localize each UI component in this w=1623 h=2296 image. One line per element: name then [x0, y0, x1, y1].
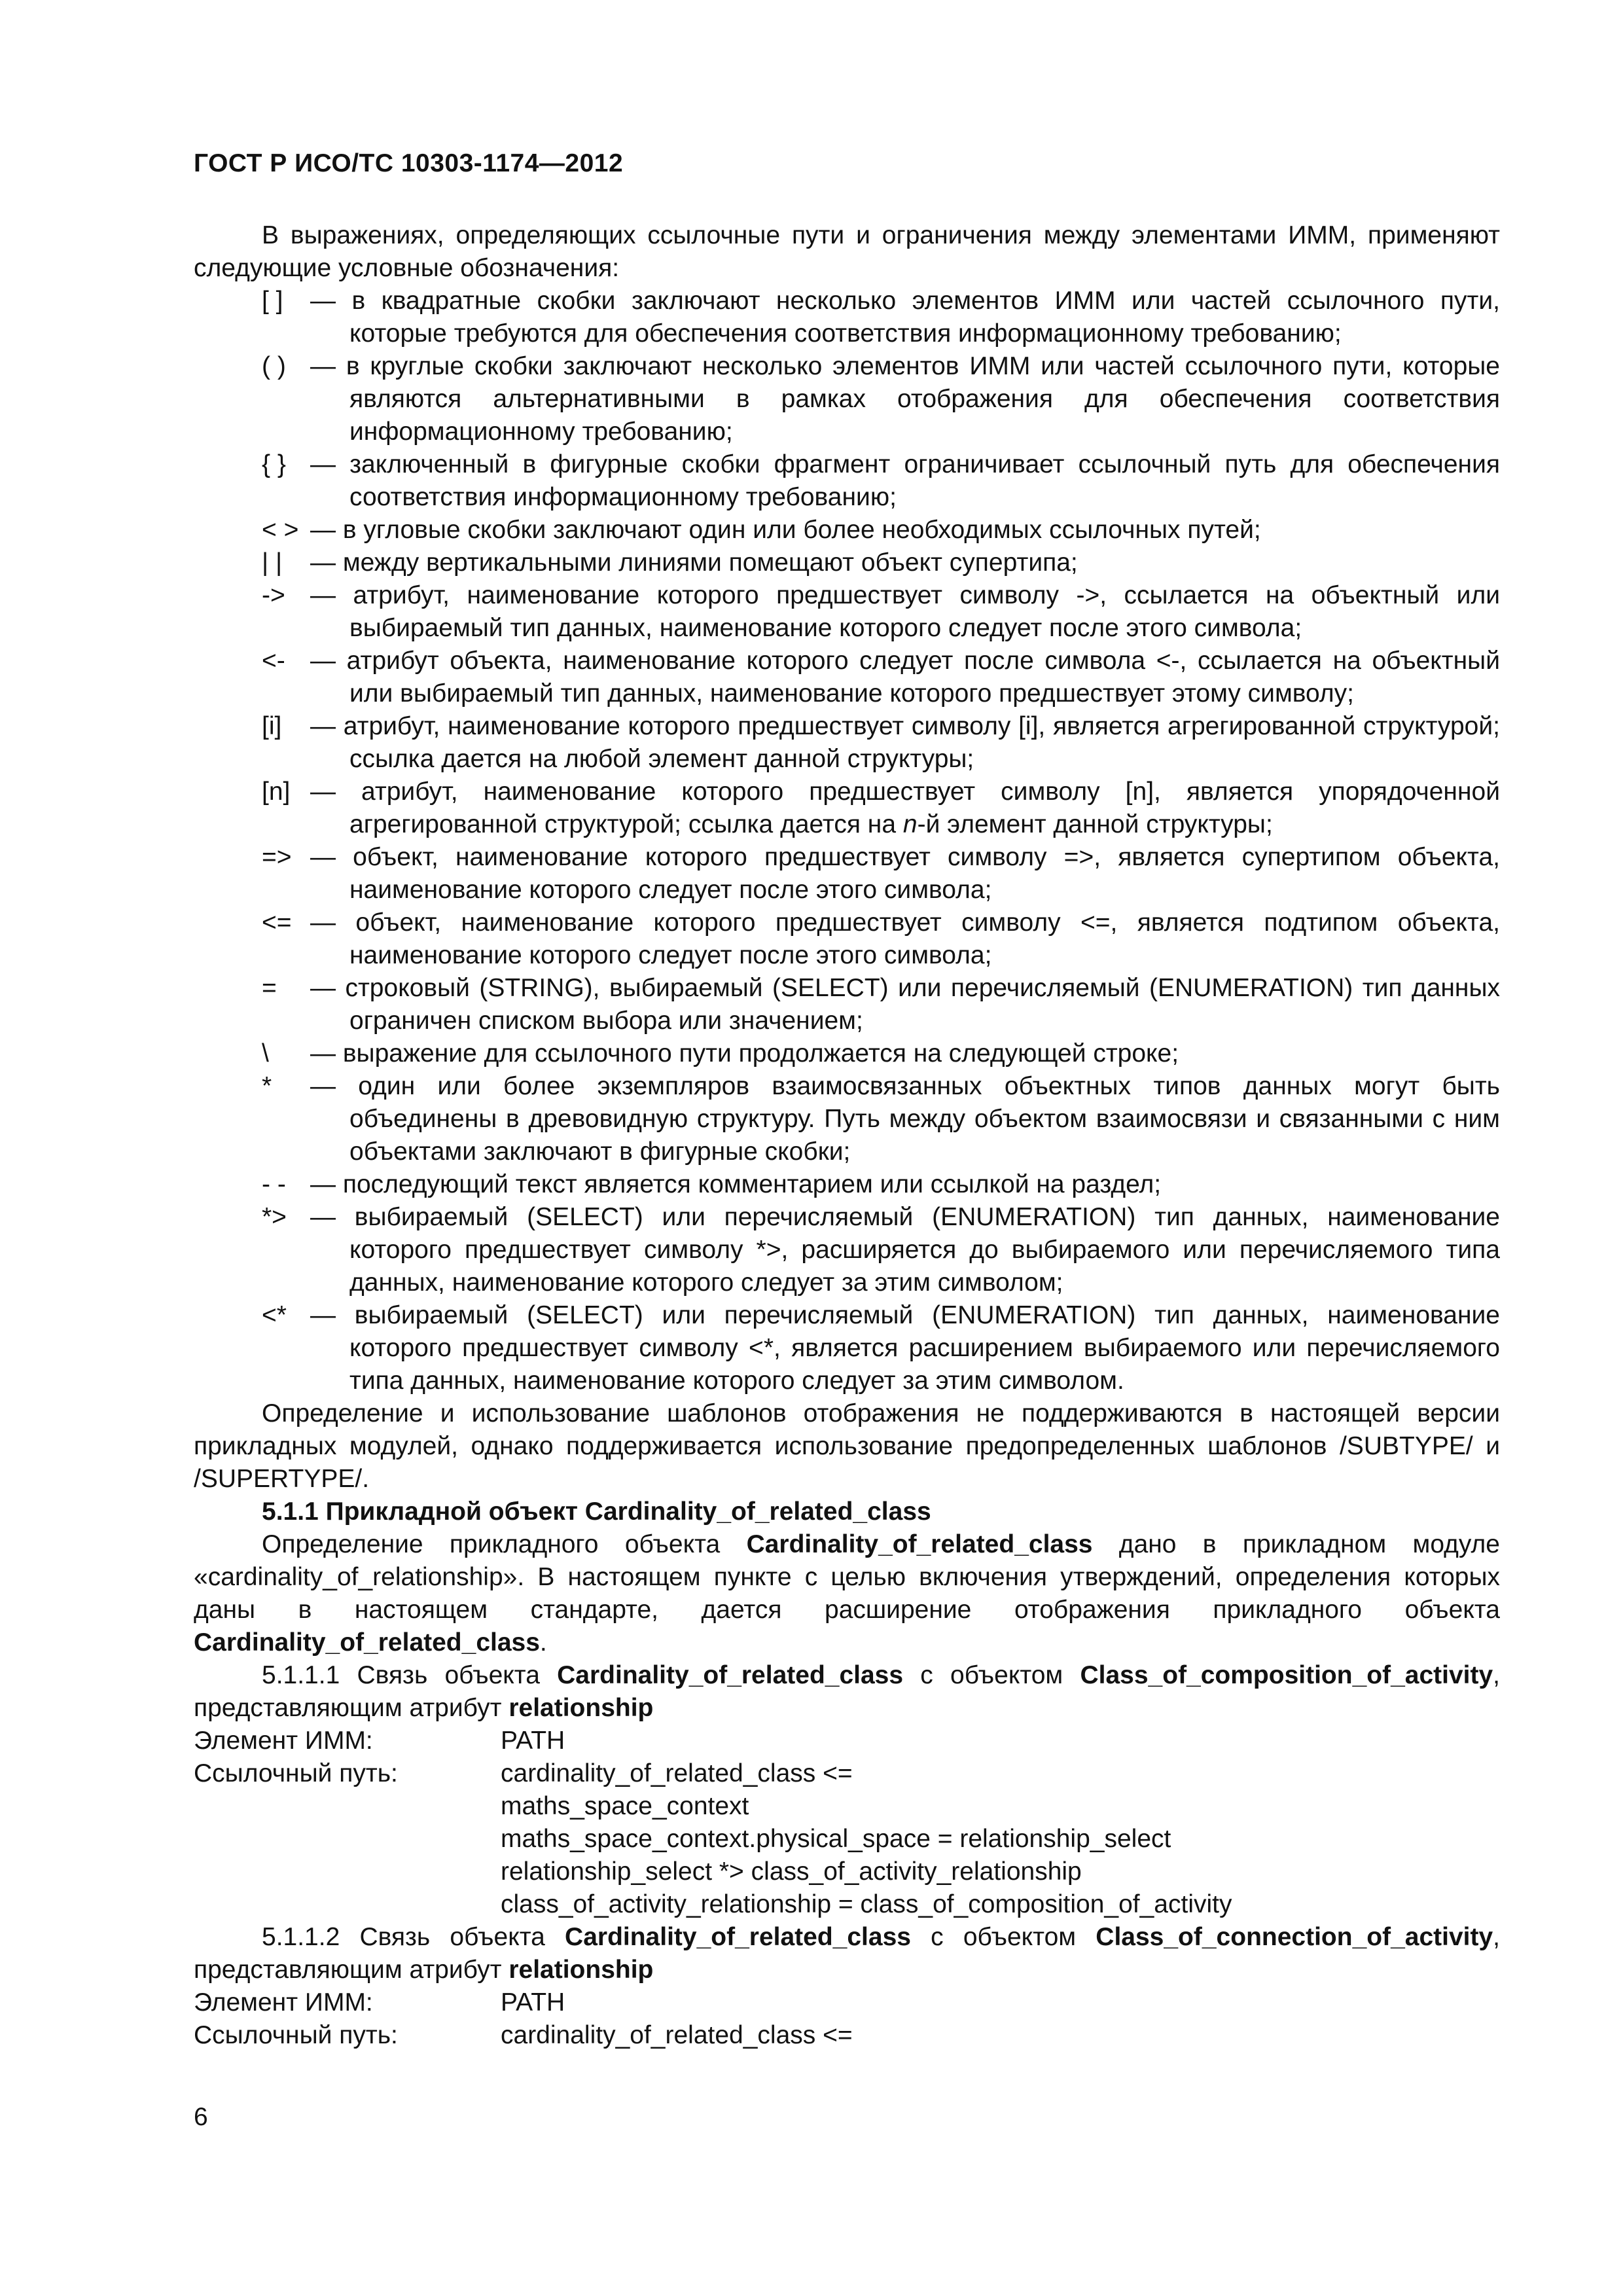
reference-path-line: class_of_activity_relationship = class_of_composition_of_activity: [501, 1890, 1232, 1918]
desc-text: -й элемент данной структуры;: [917, 810, 1273, 838]
symbol-list: [194, 285, 1500, 1397]
symbol: =>: [262, 843, 292, 871]
document-header: ГОСТ Р ИСО/ТС 10303-1174—2012: [194, 149, 624, 177]
symbol-row: [262, 776, 1500, 841]
symbol-row: [262, 350, 1500, 448]
object-name: Cardinality_of_related_class: [194, 1628, 540, 1657]
symbol: *>: [262, 1203, 287, 1231]
imm-element-value: PATH: [501, 1727, 565, 1755]
symbol-description: — выбираемый (SELECT) или перечисляемый (ENUMERATION) тип данных, наименование которого предшествует символу *>, расширяется до выбираемого или перечисляемого типа данных, наименование которого следует за этим символом;: [310, 1203, 1500, 1297]
symbol: <*: [262, 1301, 287, 1329]
symbol: ( ): [262, 352, 286, 380]
symbol: < >: [262, 516, 299, 544]
section-heading: 5.1.1 Прикладной объект Cardinality_of_related_class: [262, 1498, 931, 1526]
text-span: , представляющим атрибут: [194, 1661, 1501, 1722]
symbol-description: [310, 776, 1500, 841]
imm-element-label: Элемент ИММ:: [194, 1988, 373, 2017]
attribute-name: relationship: [508, 1956, 654, 1984]
intro-paragraph: В выражениях, определяющих ссылочные пути и ограничения между элементами ИММ, применяют следующие условные обозначения:: [194, 221, 1500, 282]
section-paragraph: [194, 1528, 1500, 1659]
symbol-row: [262, 710, 1500, 776]
templates-paragraph: Определение и использование шаблонов отображения не поддерживаются в настоящей версии прикладных модулей, однако поддерживается использование предопределенных шаблонов /SUBTYPE/ и /SUPERTYPE/.: [194, 1399, 1500, 1493]
symbol: [ ]: [262, 287, 283, 315]
symbol: *: [262, 1072, 272, 1100]
symbol-description: — в круглые скобки заключают несколько элементов ИММ или частей ссылочного пути, которые являются альтернативными в рамках отображения для обеспечения соответствия информационному требованию;: [310, 352, 1500, 446]
object-name: Class_of_connection_of_activity: [1096, 1923, 1493, 1951]
symbol-description: — выбираемый (SELECT) или перечисляемый (ENUMERATION) тип данных, наименование которого предшествует символу <*, является расширением выбираемого или перечисляемого типа данных, наименование которого следует за этим символом.: [310, 1301, 1500, 1395]
imm-element-label: Элемент ИММ:: [194, 1727, 373, 1755]
text-span: 5.1.1.2 Связь объекта: [262, 1923, 565, 1951]
symbol-description: — объект, наименование которого предшествует символу =>, является супертипом объекта, наименование которого следует после этого символа;: [310, 843, 1500, 904]
reference-path-row: [194, 2019, 1500, 2052]
symbol: - -: [262, 1170, 286, 1198]
text-span: Определение прикладного объекта: [262, 1530, 747, 1558]
symbol-row: [262, 547, 1500, 579]
symbol-row: [262, 579, 1500, 645]
symbol-row: [262, 1168, 1500, 1201]
text-span: .: [539, 1628, 547, 1657]
reference-path-line: cardinality_of_related_class <=: [501, 1759, 853, 1787]
symbol-description: — строковый (STRING), выбираемый (SELECT) или перечисляемый (ENUMERATION) тип данных ограничен списком выбора или значением;: [310, 974, 1500, 1035]
text-span: дано в прикладном модуле «cardinality_of_relationship». В настоящем пункте с целью включения утверждений, определения которых даны в настоящем стандарте, дается расширение отображения прикладного объекта: [194, 1530, 1501, 1624]
reference-path-label: Ссылочный путь:: [194, 2021, 398, 2049]
symbol-description: — атрибут, наименование которого предшествует символу [i], является агрегированной структурой; ссылка дается на любой элемент данной структуры;: [310, 712, 1500, 773]
symbol-row: [262, 1037, 1500, 1070]
text-span: , представляющим атрибут: [194, 1923, 1501, 1984]
text-span: с объектом: [903, 1661, 1080, 1689]
symbol-row: [262, 1299, 1500, 1397]
symbol-row: [262, 972, 1500, 1037]
object-name: Cardinality_of_related_class: [746, 1530, 1093, 1558]
symbol: =: [262, 974, 277, 1002]
desc-text: — атрибут, наименование которого предшествует символу [n], является упорядоченной агрегированной структурой; ссылка дается на: [310, 778, 1500, 838]
reference-path-line: cardinality_of_related_class <=: [501, 2021, 853, 2049]
imm-element-value: PATH: [501, 1988, 565, 2017]
symbol: { }: [262, 450, 286, 478]
symbol-description: — атрибут объекта, наименование которого следует после символа <-, ссылается на объектный или выбираемый тип данных, наименование которого предшествует этому символу;: [310, 647, 1500, 708]
reference-path-line: maths_space_context: [501, 1792, 749, 1820]
symbol-description: — объект, наименование которого предшествует символу <=, является подтипом объекта, наименование которого следует после этого символа;: [310, 908, 1500, 969]
symbol-description: — атрибут, наименование которого предшествует символу ->, ссылается на объектный или выбираемый тип данных, наименование которого следует после этого символа;: [310, 581, 1500, 642]
symbol-description: — заключенный в фигурные скобки фрагмент ограничивает ссылочный путь для обеспечения соответствия информационному требованию;: [310, 450, 1500, 511]
symbol-row: [262, 1201, 1500, 1299]
imm-element-row: [194, 1986, 1500, 2019]
symbol-description: — один или более экземпляров взаимосвязанных объектных типов данных могут быть объединены в древовидную структуру. Путь между объектом взаимосвязи и связанными с ним объектами заключают в фигурные скобки;: [310, 1072, 1500, 1166]
symbol-row: [262, 1070, 1500, 1168]
text-span: 5.1.1.1 Связь объекта: [262, 1661, 558, 1689]
symbol: [i]: [262, 712, 282, 740]
symbol-row: [262, 514, 1500, 547]
symbol-description: — между вертикальными линиями помещают объект супертипа;: [310, 548, 1078, 577]
symbol: <=: [262, 908, 292, 937]
symbol-row: [262, 285, 1500, 350]
desc-italic: n: [902, 810, 918, 838]
object-name: Cardinality_of_related_class: [565, 1923, 911, 1951]
reference-path-row: [194, 1757, 1500, 1790]
symbol: ->: [262, 581, 285, 609]
document-body: [194, 219, 1500, 2052]
symbol-row: [262, 841, 1500, 906]
symbol-row: [262, 448, 1500, 514]
page-number: 6: [194, 2103, 208, 2131]
symbol-description: — последующий текст является комментарием или ссылкой на раздел;: [310, 1170, 1162, 1198]
symbol-description: — выражение для ссылочного пути продолжается на следующей строке;: [310, 1039, 1179, 1067]
symbol-description: — в угловые скобки заключают один или более необходимых ссылочных путей;: [310, 516, 1261, 544]
symbol-description: — в квадратные скобки заключают несколько элементов ИММ или частей ссылочного пути, которые требуются для обеспечения соответствия информационному требованию;: [310, 287, 1500, 348]
clause-5112-title: [194, 1921, 1500, 1986]
object-name: Cardinality_of_related_class: [557, 1661, 904, 1689]
symbol: [n]: [262, 778, 291, 806]
symbol: | |: [262, 548, 283, 577]
symbol: <-: [262, 647, 285, 675]
imm-element-row: [194, 1725, 1500, 1757]
text-span: с объектом: [910, 1923, 1096, 1951]
symbol-row: [262, 906, 1500, 972]
symbol: \: [262, 1039, 269, 1067]
symbol-row: [262, 645, 1500, 710]
reference-path-label: Ссылочный путь:: [194, 1759, 398, 1787]
attribute-name: relationship: [508, 1694, 654, 1722]
reference-path-line: maths_space_context.physical_space = relationship_select: [501, 1825, 1171, 1853]
reference-path-line: relationship_select *> class_of_activity_relationship: [501, 1857, 1082, 1886]
object-name: Class_of_composition_of_activity: [1080, 1661, 1493, 1689]
clause-5111-title: [194, 1659, 1500, 1725]
